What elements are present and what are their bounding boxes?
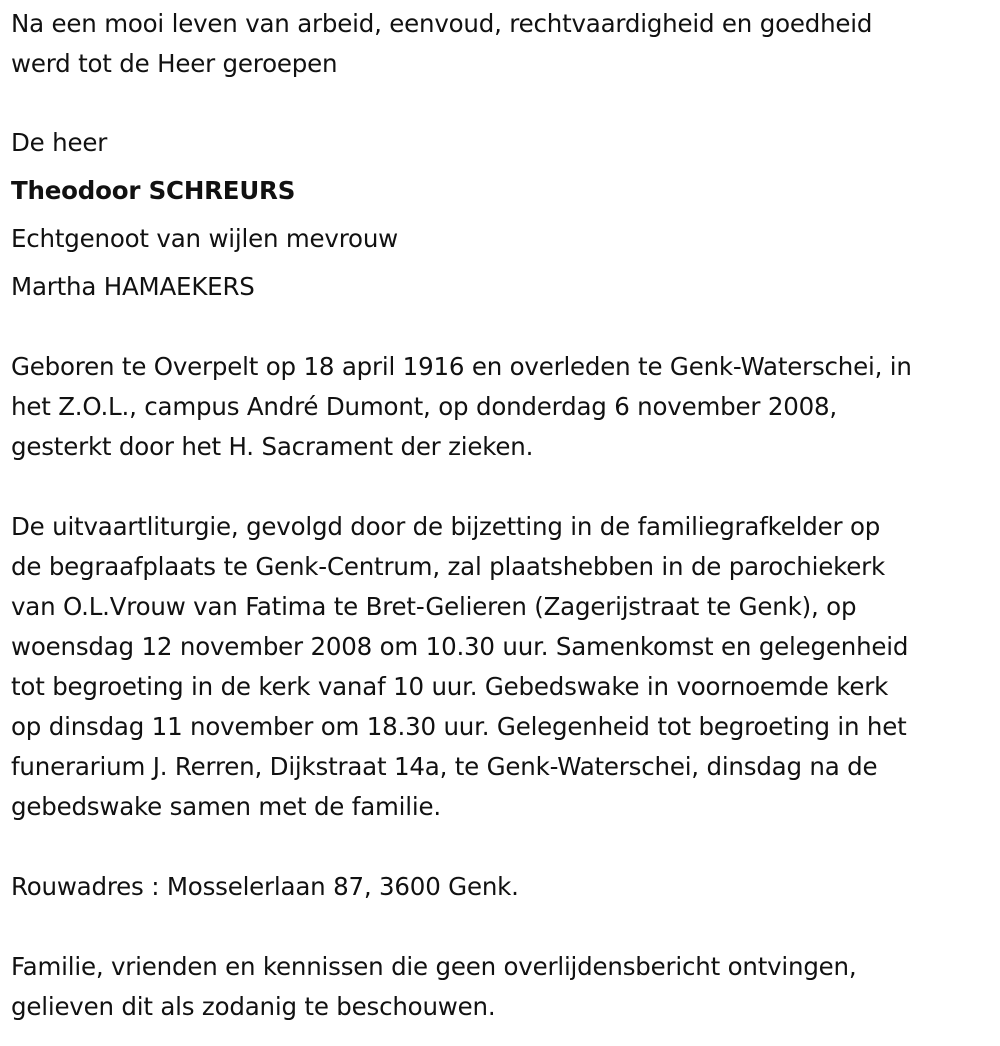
closing-line-2: gelieven dit als zodanig te beschouwen.: [11, 992, 496, 1021]
intro-line-2: werd tot de Heer geroepen: [11, 49, 338, 78]
birth-death-line-1: Geboren te Overpelt op 18 april 1916 en overleden te Genk-Waterschei, in: [11, 352, 912, 381]
funeral-line-4: woensdag 12 november 2008 om 10.30 uur. Samenkomst en gelegenheid: [11, 632, 909, 661]
spouse-name: Martha HAMAEKERS: [11, 272, 255, 301]
funeral-line-8: gebedswake samen met de familie.: [11, 792, 441, 821]
relation-line: Echtgenoot van wijlen mevrouw: [11, 224, 399, 253]
salutation: De heer: [11, 128, 108, 157]
intro-line-1: Na een mooi leven van arbeid, eenvoud, rechtvaardigheid en goedheid: [11, 9, 873, 38]
funeral-line-7: funerarium J. Rerren, Dijkstraat 14a, te Genk-Waterschei, dinsdag na de: [11, 752, 878, 781]
closing-line-1: Familie, vrienden en kennissen die geen overlijdensbericht ontvingen,: [11, 952, 857, 981]
mourning-address: Rouwadres : Mosselerlaan 87, 3600 Genk.: [11, 872, 519, 901]
deceased-name: Theodoor SCHREURS: [11, 176, 296, 205]
funeral-line-5: tot begroeting in de kerk vanaf 10 uur. Gebedswake in voornoemde kerk: [11, 672, 889, 701]
funeral-line-1: De uitvaartliturgie, gevolgd door de bijzetting in de familiegrafkelder op: [11, 512, 881, 541]
funeral-line-6: op dinsdag 11 november om 18.30 uur. Gelegenheid tot begroeting in het: [11, 712, 907, 741]
birth-death-line-3: gesterkt door het H. Sacrament der zieken.: [11, 432, 534, 461]
birth-death-line-2: het Z.O.L., campus André Dumont, op donderdag 6 november 2008,: [11, 392, 837, 421]
funeral-line-3: van O.L.Vrouw van Fatima te Bret-Gelieren (Zagerijstraat te Genk), op: [11, 592, 857, 621]
funeral-line-2: de begraafplaats te Genk-Centrum, zal plaatshebben in de parochiekerk: [11, 552, 885, 581]
